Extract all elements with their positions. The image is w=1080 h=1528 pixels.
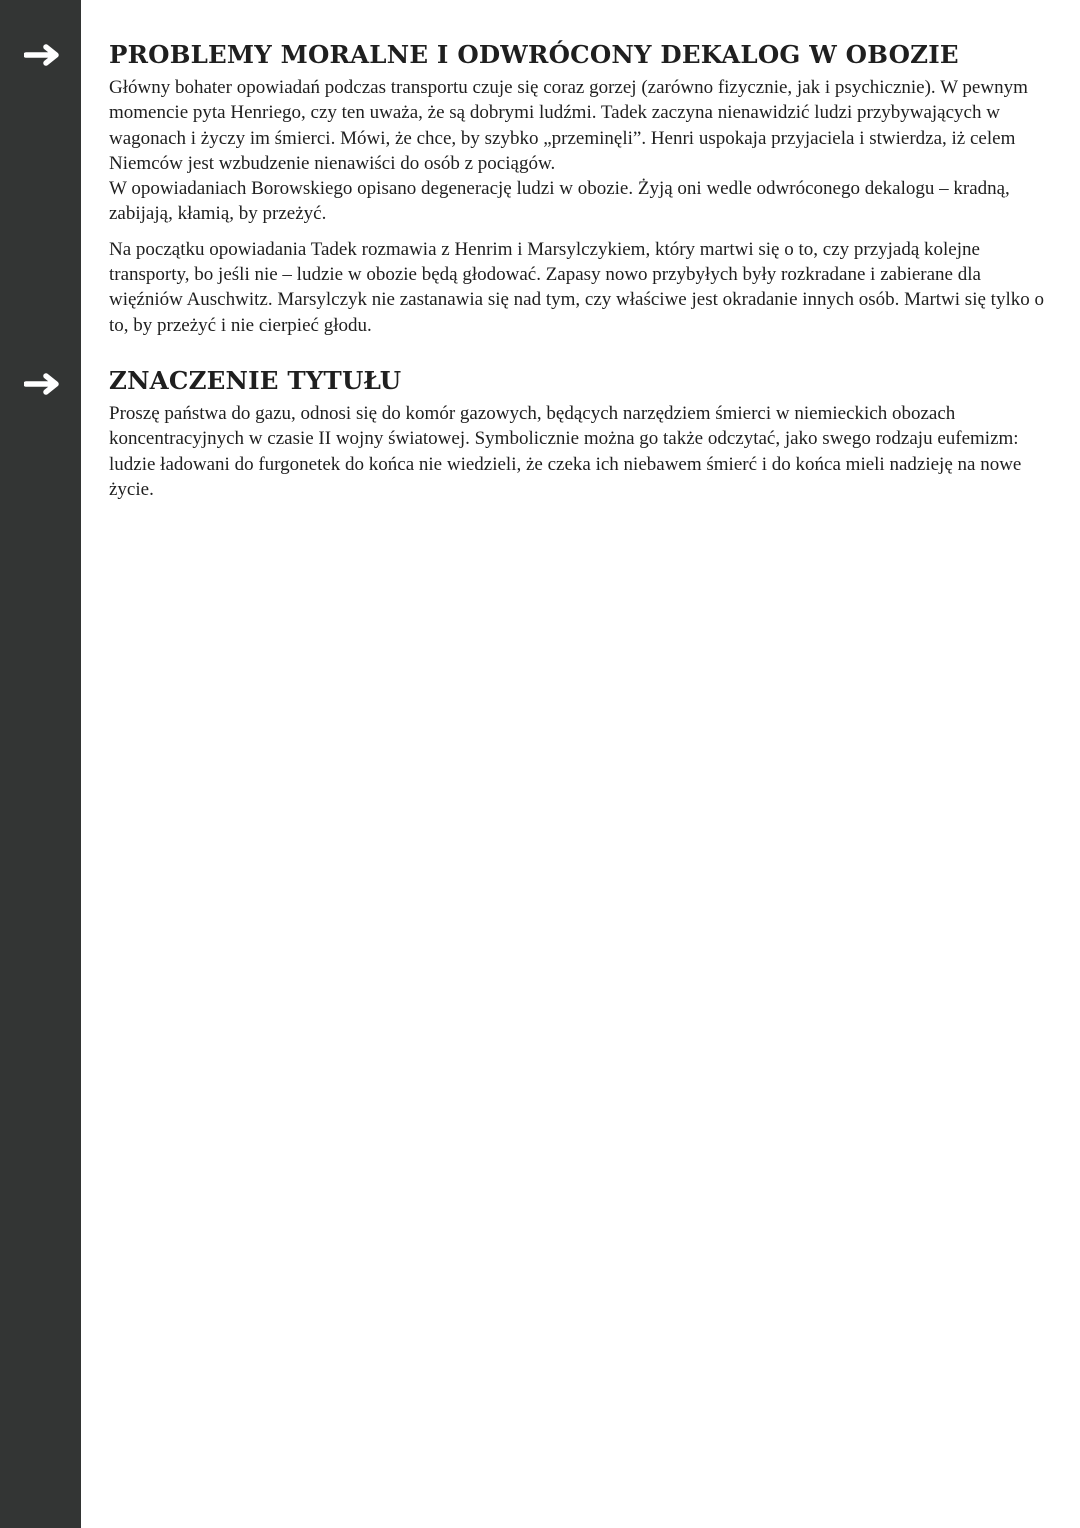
sidebar — [0, 0, 81, 1528]
arrow-right-icon — [24, 373, 60, 395]
arrow-right-icon — [24, 44, 60, 66]
section-heading: PROBLEMY MORALNE I ODWRÓCONY DEKALOG W OBOZIE — [109, 40, 959, 69]
section-heading: ZNACZENIE TYTUŁU — [109, 366, 402, 395]
paragraph: Na początku opowiadania Tadek rozmawia z Henrim i Marsylczykiem, który martwi się o to, czy przyjadą kolejne transporty, bo jeśli nie – ludzie w obozie będą głodować. Zapasy nowo przybyłych były rozkradane i zabierane dla więźniów Auschwitz. Marsylczyk nie zastanawia się nad tym, czy właściwe jest okradanie innych osób. Martwi się tylko o to, by przeżyć i nie cierpieć głodu. — [109, 238, 1044, 336]
paragraph: W opowiadaniach Borowskiego opisano degenerację ludzi w obozie. Żyją oni wedle odwróconego dekalogu – kradną, zabijają, kłamią, by przeżyć. — [109, 178, 1010, 225]
paragraph: Proszę państwa do gazu, odnosi się do komór gazowych, będących narzędziem śmierci w niemieckich obozach koncentracyjnych w czasie II wojny światowej. Symbolicznie można go także odczytać, jako swego rodzaju eufemizm: ludzie ładowani do furgonetek do końca nie wiedzieli, że czeka ich niebawem śmierć i do końca mieli nadzieję na nowe życie. — [109, 403, 1022, 500]
section-title-meaning — [109, 366, 1054, 502]
section-moral-problems — [109, 40, 1054, 338]
paragraph: Główny bohater opowiadań podczas transportu czuje się coraz gorzej (zarówno fizycznie, jak i psychicznie). W pewnym momencie pyta Henriego, czy ten uważa, że są dobrymi ludźmi. Tadek zaczyna nienawidzić ludzi przybywających w wagonach i życzy im śmierci. Mówi, że chce, by szybko „przeminęli”. Henri uspokaja przyjaciela i stwierdza, iż celem Niemców jest wzbudzenie nienawiści do osób z pociągów. — [109, 77, 1028, 174]
